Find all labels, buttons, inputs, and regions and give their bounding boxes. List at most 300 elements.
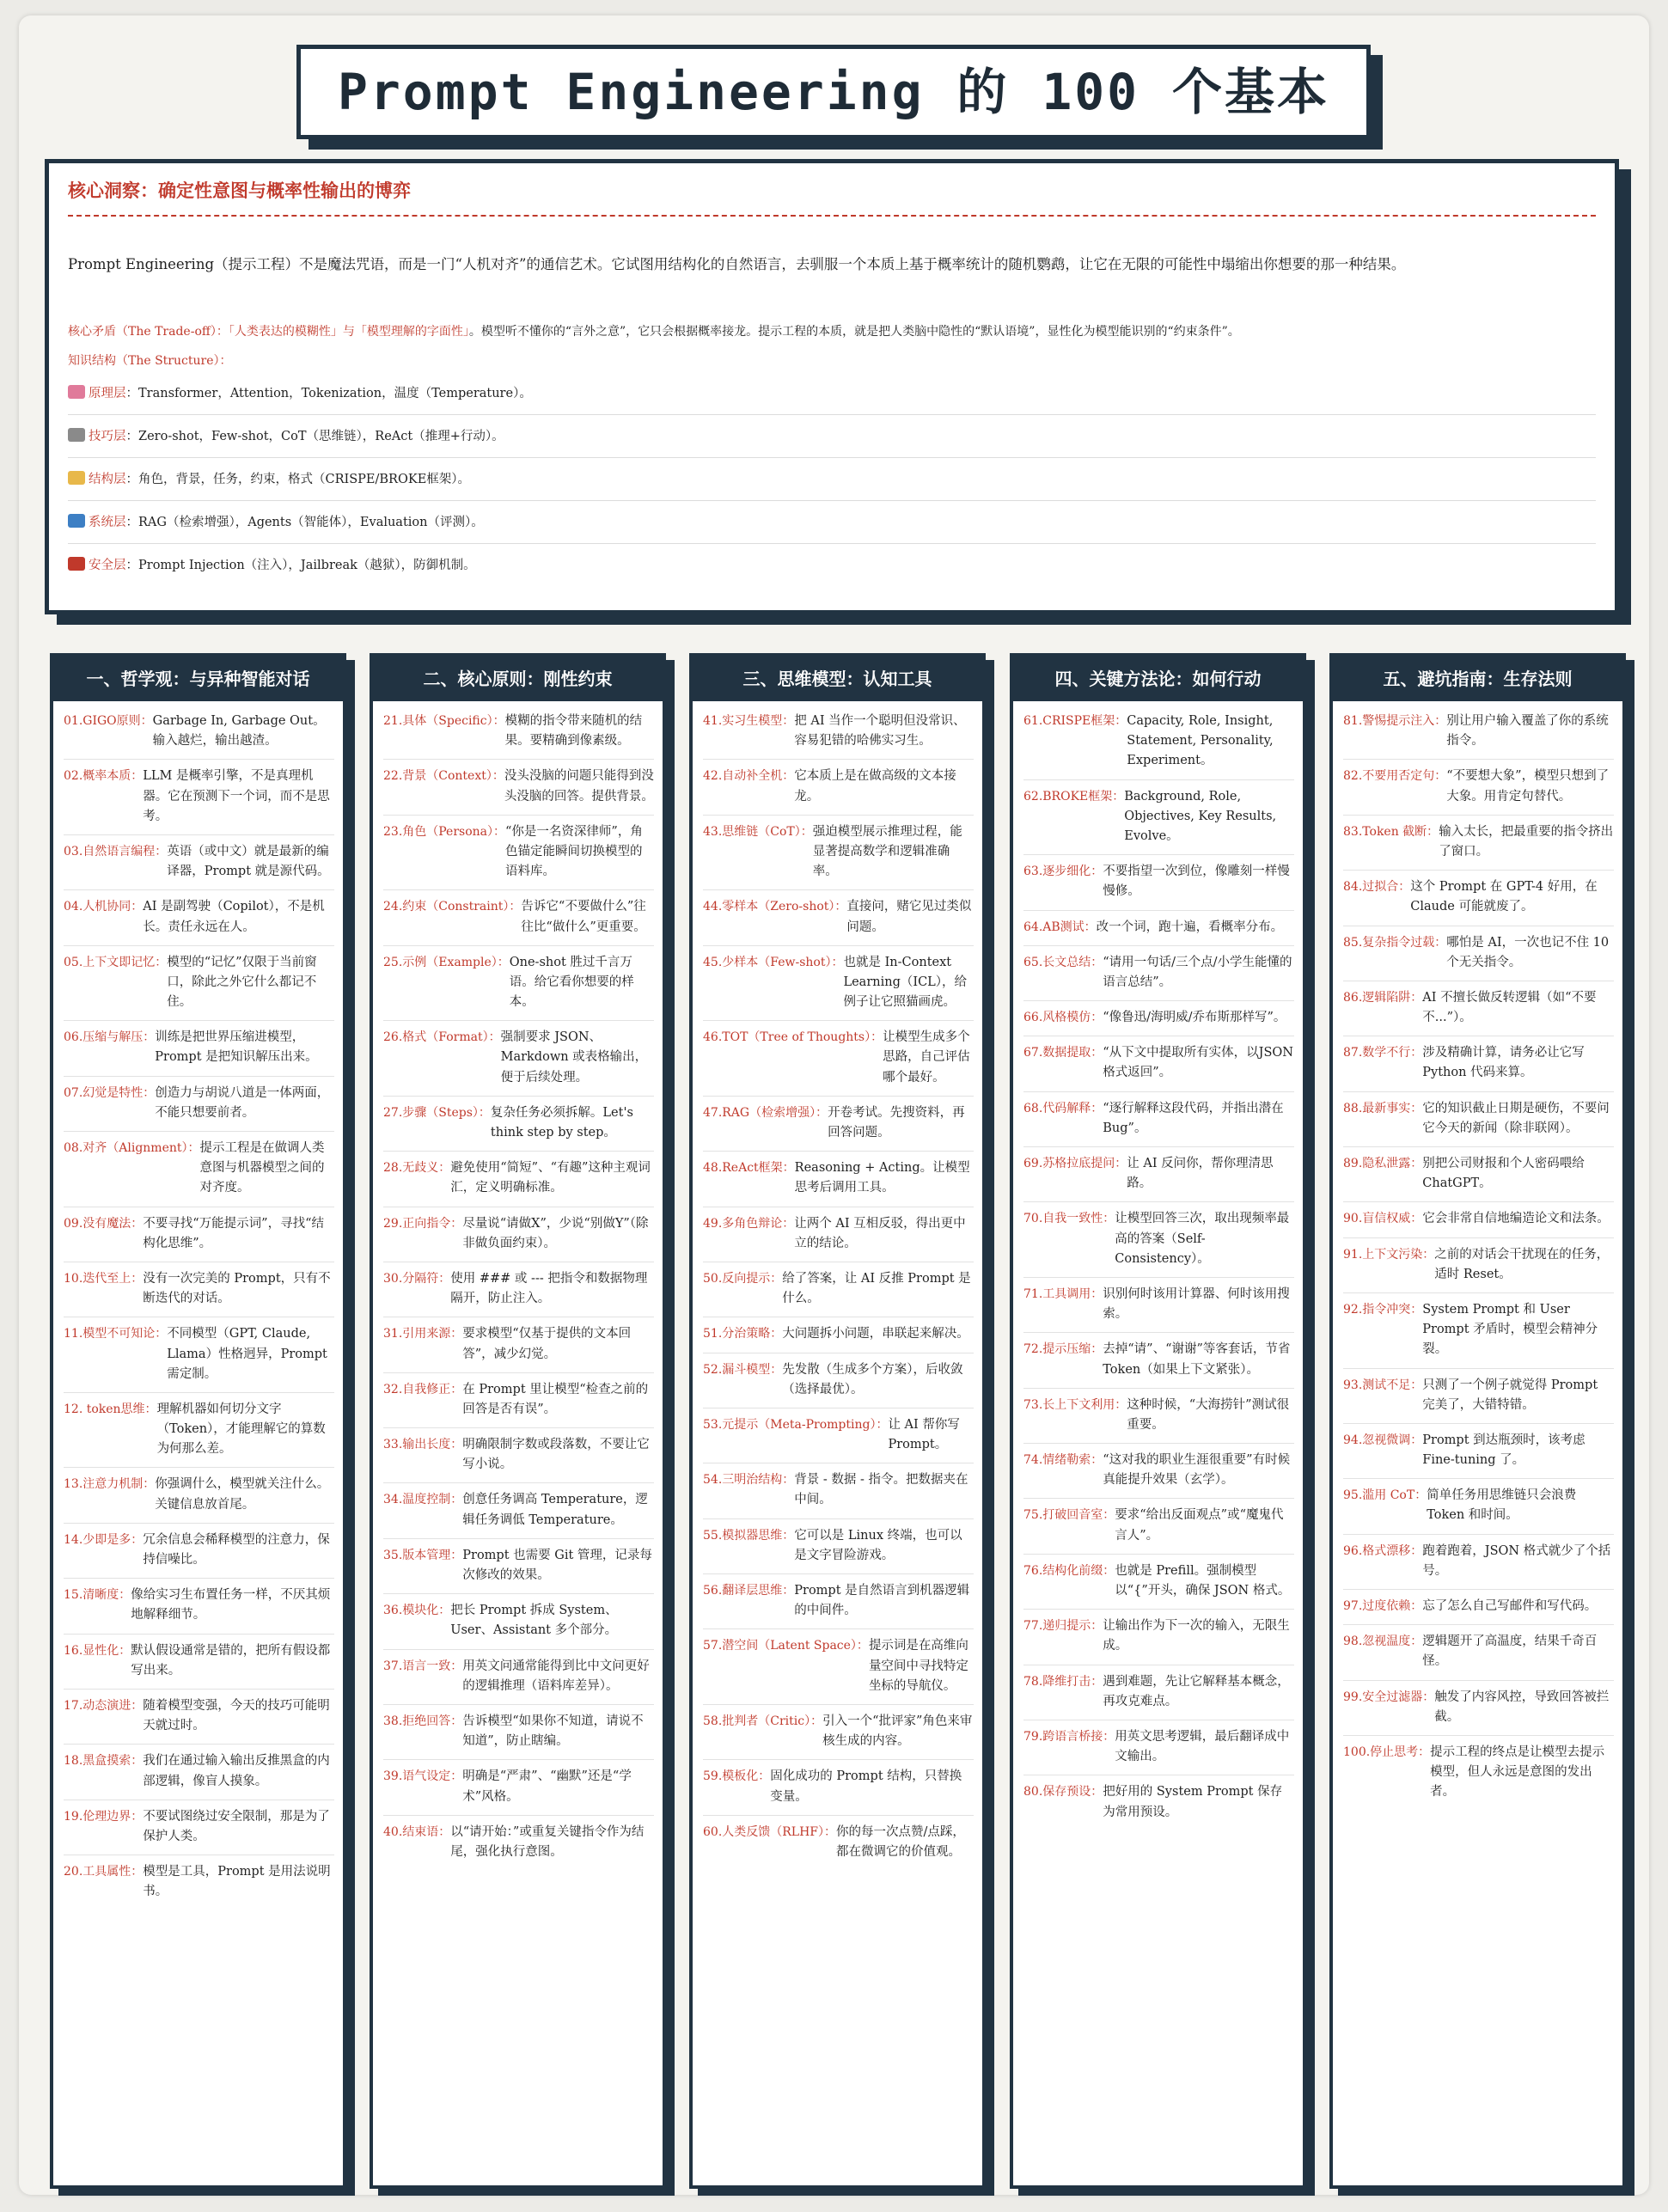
insight-heading: 核心洞察：确定性意图与概率性输出的博弈 [68,177,1596,217]
item-key: 32.自我修正： [383,1382,463,1396]
item-key: 78.降维打击： [1023,1674,1103,1689]
item-desc: 让模型生成多个思路，自己评估哪个最好。 [883,1030,970,1085]
item-desc: Garbage In, Garbage Out。输入越烂，输出越渣。 [152,714,326,749]
contradiction-quote: 「人类表达的模糊性」与「模型理解的字面性」 [228,324,469,339]
item-key: 69.苏格拉底提问： [1023,1157,1127,1170]
list-item [383,890,654,945]
item-key: 93.测试不足： [1343,1378,1423,1392]
list-item [1343,816,1614,871]
list-item [383,816,654,891]
item-key: 44.零样本（Zero-shot）： [703,900,847,914]
list-item [64,1855,334,1910]
item-key: 35.版本管理： [383,1548,463,1562]
item-key: 39.语气设定： [383,1769,463,1784]
item-desc: One-shot 胜过千言万语。给它看你想要的样本。 [509,955,634,1010]
list-item [1023,1202,1294,1278]
item-desc: 它本质上是在做高级的文本接龙。 [794,769,956,804]
layer-text: ：Zero-shot，Few-shot，CoT（思维链），ReAct（推理+行动）。 [125,429,504,443]
layer-row [68,415,1596,458]
list-item [383,946,654,1022]
item-desc: 让两个 AI 互相反驳，得出更中立的结论。 [794,1216,966,1250]
list-item [64,1800,334,1855]
list-item [703,1152,974,1207]
item-desc: 把长 Prompt 拆成 System、User、Assistant 多个部分。 [450,1604,618,1638]
list-item [1343,1202,1614,1237]
item-key: 34.温度控制： [383,1493,463,1507]
item-key: 21.具体（Specific）： [383,714,505,728]
structure-label: 知识结构（The Structure）： [68,353,232,368]
column-title: 一、哲学观：与异种智能对话 [53,657,343,701]
item-desc: LLM 是概率引擎，不是真理机器。它在预测下一个词，而不是思考。 [143,769,330,823]
list-item [1343,1736,1614,1811]
item-desc: 避免使用“简短”、“有趣”这种主观词汇，定义明确标准。 [450,1161,651,1195]
list-item [703,816,974,891]
item-desc: 创造力与胡说八道是一体两面，不能只想要前者。 [155,1085,330,1120]
item-desc: AI 不擅长做反转逻辑（如“不要不...”）。 [1422,990,1597,1025]
memo-icon [68,471,85,485]
column-3 [689,653,986,2189]
layer-text: ：角色，背景，任务，约束，格式（CRISPE/BROKE框架）。 [125,472,471,486]
item-desc: 模糊的指令带来随机的结果。要精确到像素级。 [504,714,643,749]
list-item [703,1408,974,1463]
item-desc: 用英文问通常能得到比中文问更好的逻辑推理（语料库差异）。 [462,1659,650,1693]
item-key: 90.盲信权威： [1343,1212,1423,1226]
list-item [1023,780,1294,856]
item-desc: 把 AI 当作一个聪明但没常识、容易犯错的哈佛实习生。 [794,714,966,749]
contradiction-label: 核心矛盾（The Trade-off）： [68,324,229,339]
item-desc: “你是一名资深律师”，角色锚定能瞬间切换模型的语料库。 [505,824,643,879]
list-item [383,1760,654,1815]
list-item [64,1317,334,1393]
item-key: 85.复杂指令过载： [1343,935,1447,950]
item-desc: 尽量说“请做X”，少说“别做Y”（除非做负面约束）。 [462,1216,649,1250]
item-key: 92.指令冲突： [1343,1302,1423,1317]
layer-name: 结构层 [89,472,126,486]
item-desc: 随着模型变强，今天的技巧可能明天就过时。 [143,1698,330,1733]
list-item [703,890,974,945]
item-key: 49.多角色辩论： [703,1216,795,1231]
list-item [1023,1092,1294,1147]
item-list [1013,701,1303,1830]
list-item [383,1705,654,1760]
list-item [1023,705,1294,780]
list-item [1343,1535,1614,1590]
item-desc: 像给实习生布置任务一样，不厌其烦地解释细节。 [131,1588,331,1622]
item-key: 54.三明治结构： [703,1473,795,1488]
item-key: 100.停止思考： [1343,1745,1431,1759]
item-key: 02.概率本质： [64,769,144,784]
list-item [383,1021,654,1097]
layer-text: ：Transformer，Attention，Tokenization，温度（Temperature）。 [125,386,532,400]
list-item [703,1463,974,1518]
column-1 [50,653,346,2189]
item-desc: 引入一个“批评家”角色来审核生成的内容。 [822,1714,973,1749]
list-item [1343,1590,1614,1625]
item-desc: 之前的对话会干扰现在的任务，适时 Reset。 [1434,1247,1610,1281]
item-desc: 不要试图绕过安全限制，那是为了保护人类。 [143,1809,330,1843]
item-desc: “这对我的职业生涯很重要”有时候真能提升效果（玄学）。 [1103,1453,1291,1488]
item-key: 26.格式（Format）： [383,1030,501,1045]
item-desc: 提示词是在高维向量空间中寻找特定坐标的导航仪。 [868,1639,968,1693]
item-desc: 强制要求 JSON、Markdown 或表格输出，便于后续处理。 [500,1030,648,1085]
item-key: 84.过拟合： [1343,880,1411,895]
item-key: 73.长上下文利用： [1023,1397,1127,1412]
layer-name: 原理层 [89,386,126,400]
item-desc: “请用一句话/三个点/小学生能懂的语言总结”。 [1103,955,1292,989]
item-desc: 模型的“记忆”仅限于当前窗口，除此之外它什么都记不住。 [167,955,317,1010]
item-desc: 理解机器如何切分文字（Token），才能理解它的算数为何那么差。 [156,1402,326,1457]
item-key: 81.警惕提示注入： [1343,714,1447,728]
item-desc: 大问题拆小问题，串联起来解决。 [782,1327,969,1341]
item-key: 74.情绪勒索： [1023,1453,1103,1468]
list-item [1023,1278,1294,1333]
item-key: 36.模块化： [383,1604,451,1618]
list-item [1023,1555,1294,1610]
list-item [1023,911,1294,946]
list-item [64,1468,334,1523]
list-item [1023,1147,1294,1202]
list-item [383,705,654,760]
item-key: 50.反向提示： [703,1271,783,1286]
list-item [1023,946,1294,1001]
list-item [1023,1389,1294,1444]
list-item [64,1690,334,1745]
item-desc: 直接问，赌它见过类似问题。 [846,900,972,934]
item-key: 65.长文总结： [1023,955,1103,969]
layer-name: 安全层 [89,558,126,572]
list-item [703,1317,974,1353]
item-key: 23.角色（Persona）： [383,824,506,839]
item-key: 51.分治策略： [703,1327,783,1341]
item-desc: 不要指望一次到位，像雕刻一样慢慢修。 [1103,865,1290,899]
item-desc: “从下文中提取所有实体，以JSON格式返回”。 [1103,1046,1293,1080]
list-item [64,1262,334,1317]
item-key: 72.提示压缩： [1023,1342,1103,1357]
item-desc: 冗余信息会稀释模型的注意力，保持信噪比。 [143,1532,330,1567]
list-item [1343,1293,1614,1369]
item-key: 95.滥用 CoT： [1343,1488,1427,1503]
list-item [1343,1092,1614,1147]
list-item [1343,760,1614,815]
item-desc: 在 Prompt 里让模型“检查之前的回答是否有误”。 [462,1382,649,1416]
list-item [1023,1444,1294,1499]
item-list [693,701,982,1870]
item-desc: 它可以是 Linux 终端，也可以是文字冒险游戏。 [794,1528,962,1562]
item-desc: Capacity, Role, Insight, Statement, Personality, Experiment。 [1127,714,1274,768]
item-key: 87.数学不行： [1343,1046,1423,1060]
item-key: 13.注意力机制： [64,1477,156,1492]
item-key: 70.自我一致性： [1023,1212,1115,1226]
item-desc: 把好用的 System Prompt 保存为常用预设。 [1103,1785,1283,1819]
item-key: 45.少样本（Few-shot）： [703,955,844,969]
item-key: 27.步骤（Steps）： [383,1105,491,1120]
layer-text: ：RAG（检索增强），Agents（智能体），Evaluation（评测）。 [125,515,484,529]
list-item [703,1760,974,1815]
item-key: 15.清晰度： [64,1588,131,1603]
item-desc: 没头没脑的问题只能得到没头没脑的回答。提供背景。 [504,769,654,804]
item-desc: System Prompt 和 User Prompt 矛盾时，模型会精神分裂。 [1422,1302,1598,1357]
list-item [383,1594,654,1649]
list-item [1343,1625,1614,1680]
item-desc: 你的每一次点赞/点踩，都在微调它的价值观。 [836,1824,965,1859]
list-item [64,1021,334,1076]
list-item [703,760,974,815]
list-item [1023,855,1294,910]
item-desc: 创意任务调高 Temperature，逻辑任务调低 Temperature。 [462,1493,648,1527]
list-item [1343,1479,1614,1534]
item-key: 43.思维链（CoT）： [703,824,813,839]
list-item [64,1393,334,1469]
list-item [64,1524,334,1579]
item-desc: 也就是 In-Context Learning（ICL），给例子让它照猫画虎。 [843,955,968,1010]
item-key: 53.元提示（Meta-Prompting）： [703,1417,889,1432]
list-item [703,1262,974,1317]
item-desc: 英语（或中文）就是最新的编译器，Prompt 就是源代码。 [167,844,330,879]
item-key: 11.模型不可知论： [64,1327,168,1341]
item-desc: “不要想大象”，模型只想到了大象。用肯定句替代。 [1446,769,1610,804]
item-key: 97.过度依赖： [1343,1599,1423,1613]
item-key: 25.示例（Example）： [383,955,510,969]
item-key: 42.自动补全机： [703,769,795,784]
item-desc: Reasoning + Acting。让模型思考后调用工具。 [794,1161,970,1195]
item-key: 61.CRISPE框架： [1023,714,1127,728]
item-desc: 不同模型（GPT, Claude, Llama）性格迥异，Prompt 需定制。 [167,1327,327,1381]
item-key: 48.ReAct框架： [703,1161,795,1176]
item-key: 77.递归提示： [1023,1619,1103,1634]
item-key: 80.保存预设： [1023,1785,1103,1800]
item-desc: 逻辑题开了高温度，结果千奇百怪。 [1422,1635,1598,1669]
item-key: 01.GIGO原则： [64,714,153,728]
list-item [383,1262,654,1317]
item-list [373,701,663,1870]
list-item [703,1629,974,1705]
list-item [1343,705,1614,760]
item-key: 04.人机协同： [64,900,144,914]
list-item [703,1574,974,1629]
item-key: 88.最新事实： [1343,1101,1423,1115]
item-desc: 背景 - 数据 - 指令。把数据夹在中间。 [794,1473,968,1507]
list-item [383,1539,654,1594]
column-4 [1010,653,1306,2189]
list-item [64,1077,334,1132]
item-desc: 以“请开始：”或重复关键指令作为结尾，强化执行意图。 [450,1824,645,1859]
list-item [1023,1001,1294,1036]
layer-list [68,372,1596,587]
item-key: 07.幻觉是特性： [64,1085,156,1100]
column-title: 三、思维模型：认知工具 [693,657,982,701]
item-desc: 复杂任务必须拆解。Let's think step by step。 [490,1105,633,1140]
item-key: 67.数据提取： [1023,1046,1103,1060]
list-item [1343,1424,1614,1479]
list-item [703,1097,974,1152]
item-key: 98.忽视温度： [1343,1635,1423,1649]
list-item [383,1483,654,1538]
item-list [53,701,343,1910]
item-desc: 先发散（生成多个方案），后收敛（选择最优）。 [782,1362,963,1396]
layer-row [68,544,1596,587]
item-key: 10.迭代至上： [64,1271,144,1286]
item-desc: AI 是副驾驶（Copilot），不是机长。责任永远在人。 [143,900,325,934]
item-list [1333,701,1622,1811]
list-item [703,1816,974,1870]
item-key: 63.逐步细化： [1023,865,1103,879]
item-desc: 输入太长，把最重要的指令挤出了窗口。 [1439,824,1614,859]
item-key: 75.打破回音室： [1023,1508,1115,1523]
insight-lead: Prompt Engineering（提示工程）不是魔法咒语，而是一门“人机对齐”的通信艺术。它试图用结构化的自然语言，去驯服一个本质上基于概率统计的随机鹦鹉，让它在无限的可能性中塌缩出你想要的那一种结果。 [68,256,1406,272]
list-item [383,1207,654,1262]
item-key: 09.没有魔法： [64,1216,144,1231]
column-title: 四、关键方法论：如何行动 [1013,657,1303,701]
item-desc: 模型是工具，Prompt 是用法说明书。 [143,1865,331,1899]
item-desc: 默认假设通常是错的，把所有假设都写出来。 [131,1643,331,1677]
item-key: 08.对齐（Alignment）： [64,1141,200,1155]
item-key: 82.不要用否定句： [1343,769,1447,784]
item-key: 83.Token 截断： [1343,824,1439,839]
column-2 [370,653,666,2189]
item-key: 20.工具属性： [64,1865,144,1879]
item-key: 17.动态演进： [64,1698,144,1713]
item-desc: 明确限制字数或段落数，不要让它写小说。 [462,1438,650,1472]
list-item [383,1097,654,1152]
item-desc: 这种时候，“大海捞针”测试很重要。 [1127,1397,1290,1432]
list-item [64,1635,334,1690]
list-item [703,1519,974,1574]
column-5 [1329,653,1626,2189]
item-desc: 涉及精确计算，请务必让它写 Python 代码来算。 [1422,1046,1585,1080]
brain-icon [68,385,85,399]
list-item [1023,1333,1294,1388]
item-desc: 要求模型“仅基于提供的文本回答”，减少幻觉。 [462,1327,632,1361]
item-desc: Background, Role, Objectives, Key Results, Evolve。 [1124,789,1277,843]
item-desc: 只测了一个例子就觉得 Prompt 完美了，大错特错。 [1422,1378,1598,1412]
item-key: 86.逻辑陷阱： [1343,990,1423,1005]
item-key: 89.隐私泄露： [1343,1157,1423,1170]
list-item [703,705,974,760]
item-desc: 明确是“严肃”、“幽默”还是“学术”风格。 [462,1769,632,1804]
item-desc: 跑着跑着，JSON 格式就少了个括号。 [1422,1543,1611,1578]
item-key: 22.背景（Context）： [383,769,504,784]
item-key: 79.跨语言桥接： [1023,1729,1115,1744]
item-key: 59.模板化： [703,1769,771,1784]
item-desc: 哪怕是 AI，一次也记不住 10 个无关指令。 [1446,935,1610,969]
item-key: 52.漏斗模型： [703,1362,783,1377]
item-desc: 别把公司财报和个人密码喂给 ChatGPT。 [1422,1157,1585,1191]
layer-name: 系统层 [89,515,126,529]
item-key: 66.风格模仿： [1023,1011,1103,1025]
tools-icon [68,428,85,442]
item-desc: Prompt 也需要 Git 管理，记录每次修改的效果。 [462,1548,652,1582]
list-item [64,760,334,835]
shield-icon [68,557,85,571]
item-key: 60.人类反馈（RLHF）： [703,1824,837,1839]
list-item [703,1353,974,1408]
layer-row [68,501,1596,544]
item-desc: 没有一次完美的 Prompt，只有不断迭代的对话。 [143,1271,331,1306]
item-key: 94.忽视微调： [1343,1433,1423,1447]
item-key: 14.少即是多： [64,1532,144,1547]
item-key: 91.上下文污染： [1343,1247,1435,1262]
page-title: Prompt Engineering 的 100 个基本 [337,63,1330,121]
item-key: 76.结构化前缀： [1023,1563,1115,1578]
item-key: 55.模拟器思维： [703,1528,795,1543]
item-key: 29.正向指令： [383,1216,463,1231]
item-desc: 使用 ### 或 --- 把指令和数据物理隔开，防止注入。 [450,1271,648,1306]
item-desc: 让输出作为下一次的输入，无限生成。 [1103,1619,1290,1653]
item-desc: 不要寻找“万能提示词”，寻找“结构化思维”。 [143,1216,325,1250]
item-desc: Prompt 到达瓶颈时，该考虑 Fine-tuning 了。 [1422,1433,1586,1468]
list-item [1023,1610,1294,1665]
item-desc: 改一个词，跑十遍，看概率分布。 [1096,920,1284,934]
list-item [703,946,974,1022]
item-key: 31.引用来源： [383,1327,463,1341]
contradiction-text: 。模型听不懂你的“言外之意”，它只会根据概率接龙。提示工程的本质，就是把人类脑中隐性的“默认语境”，显性化为模型能识别的“约束条件”。 [468,324,1240,339]
item-desc: 强迫模型展示推理过程，能显著提高数学和逻辑准确率。 [812,824,962,879]
list-item [1343,871,1614,926]
list-item [1343,1681,1614,1736]
item-key: 62.BROKE框架： [1023,789,1125,804]
column-title: 五、避坑指南：生存法则 [1333,657,1622,701]
cycle-icon [68,514,85,528]
list-item [1023,1499,1294,1554]
item-desc: 别让用户输入覆盖了你的系统指令。 [1446,714,1609,749]
list-item [703,1705,974,1760]
item-desc: 用英文思考逻辑，最后翻译成中文输出。 [1115,1729,1290,1764]
item-desc: 识别何时该用计算器、何时该用搜索。 [1103,1286,1290,1322]
item-key: 38.拒绝回答： [383,1714,463,1728]
list-item [1343,1369,1614,1424]
layer-text: ：Prompt Injection（注入），Jailbreak（越狱），防御机制。 [125,558,476,572]
item-desc: 触发了内容风控，导致回答被拦截。 [1434,1690,1610,1724]
item-key: 56.翻译层思维： [703,1584,795,1598]
item-key: 30.分隔符： [383,1271,451,1286]
item-desc: 固化成功的 Prompt 结构，只替换变量。 [770,1769,962,1804]
item-key: 03.自然语言编程： [64,844,168,859]
item-key: 68.代码解释： [1023,1101,1103,1115]
item-desc: 它会非常自信地编造论文和法条。 [1422,1212,1610,1226]
item-key: 46.TOT（Tree of Thoughts）： [703,1030,883,1045]
item-desc: 你强调什么，模型就关注什么。关键信息放首尾。 [155,1477,330,1512]
item-desc: 开卷考试。先搜资料，再回答问题。 [828,1105,965,1140]
column-title: 二、核心原则：刚性约束 [373,657,663,701]
item-desc: 也就是 Prefill。强制模型以“{”开头，确保 JSON 格式。 [1115,1563,1291,1598]
item-desc: 提示工程是在做调人类意图与机器模型之间的对齐度。 [199,1141,325,1195]
list-item [1343,1147,1614,1202]
list-item [703,1021,974,1097]
item-desc: 告诉模型“如果你不知道，请说不知道”，防止瞎编。 [462,1714,644,1749]
item-key: 19.伦理边界： [64,1809,144,1824]
item-key: 71.工具调用： [1023,1286,1103,1301]
list-item [64,1207,334,1262]
item-desc: 提示工程的终点是让模型去提示模型，但人永远是意图的发出者。 [1430,1745,1605,1800]
item-key: 05.上下文即记忆： [64,955,168,969]
list-item [383,1816,654,1870]
title-banner [296,45,1371,139]
item-desc: Prompt 是自然语言到机器逻辑的中间件。 [794,1584,970,1618]
layer-row [68,372,1596,415]
list-item [703,1207,974,1262]
list-item [64,890,334,945]
item-desc: 这个 Prompt 在 GPT-4 好用，在 Claude 可能就废了。 [1410,880,1598,914]
item-desc: 遇到难题，先让它解释基本概念，再攻克难点。 [1103,1674,1290,1708]
item-key: 18.黑盒摸索： [64,1754,144,1769]
layer-name: 技巧层 [89,429,126,443]
item-key: 96.格式漂移： [1343,1543,1423,1558]
item-desc: 要求“给出反面观点”或“魔鬼代言人”。 [1115,1508,1284,1543]
item-key: 99.安全过滤器： [1343,1690,1435,1704]
item-key: 28.无歧义： [383,1161,451,1176]
list-item [383,1152,654,1207]
item-desc: 训练是把世界压缩进模型，Prompt 是把知识解压出来。 [155,1030,318,1065]
